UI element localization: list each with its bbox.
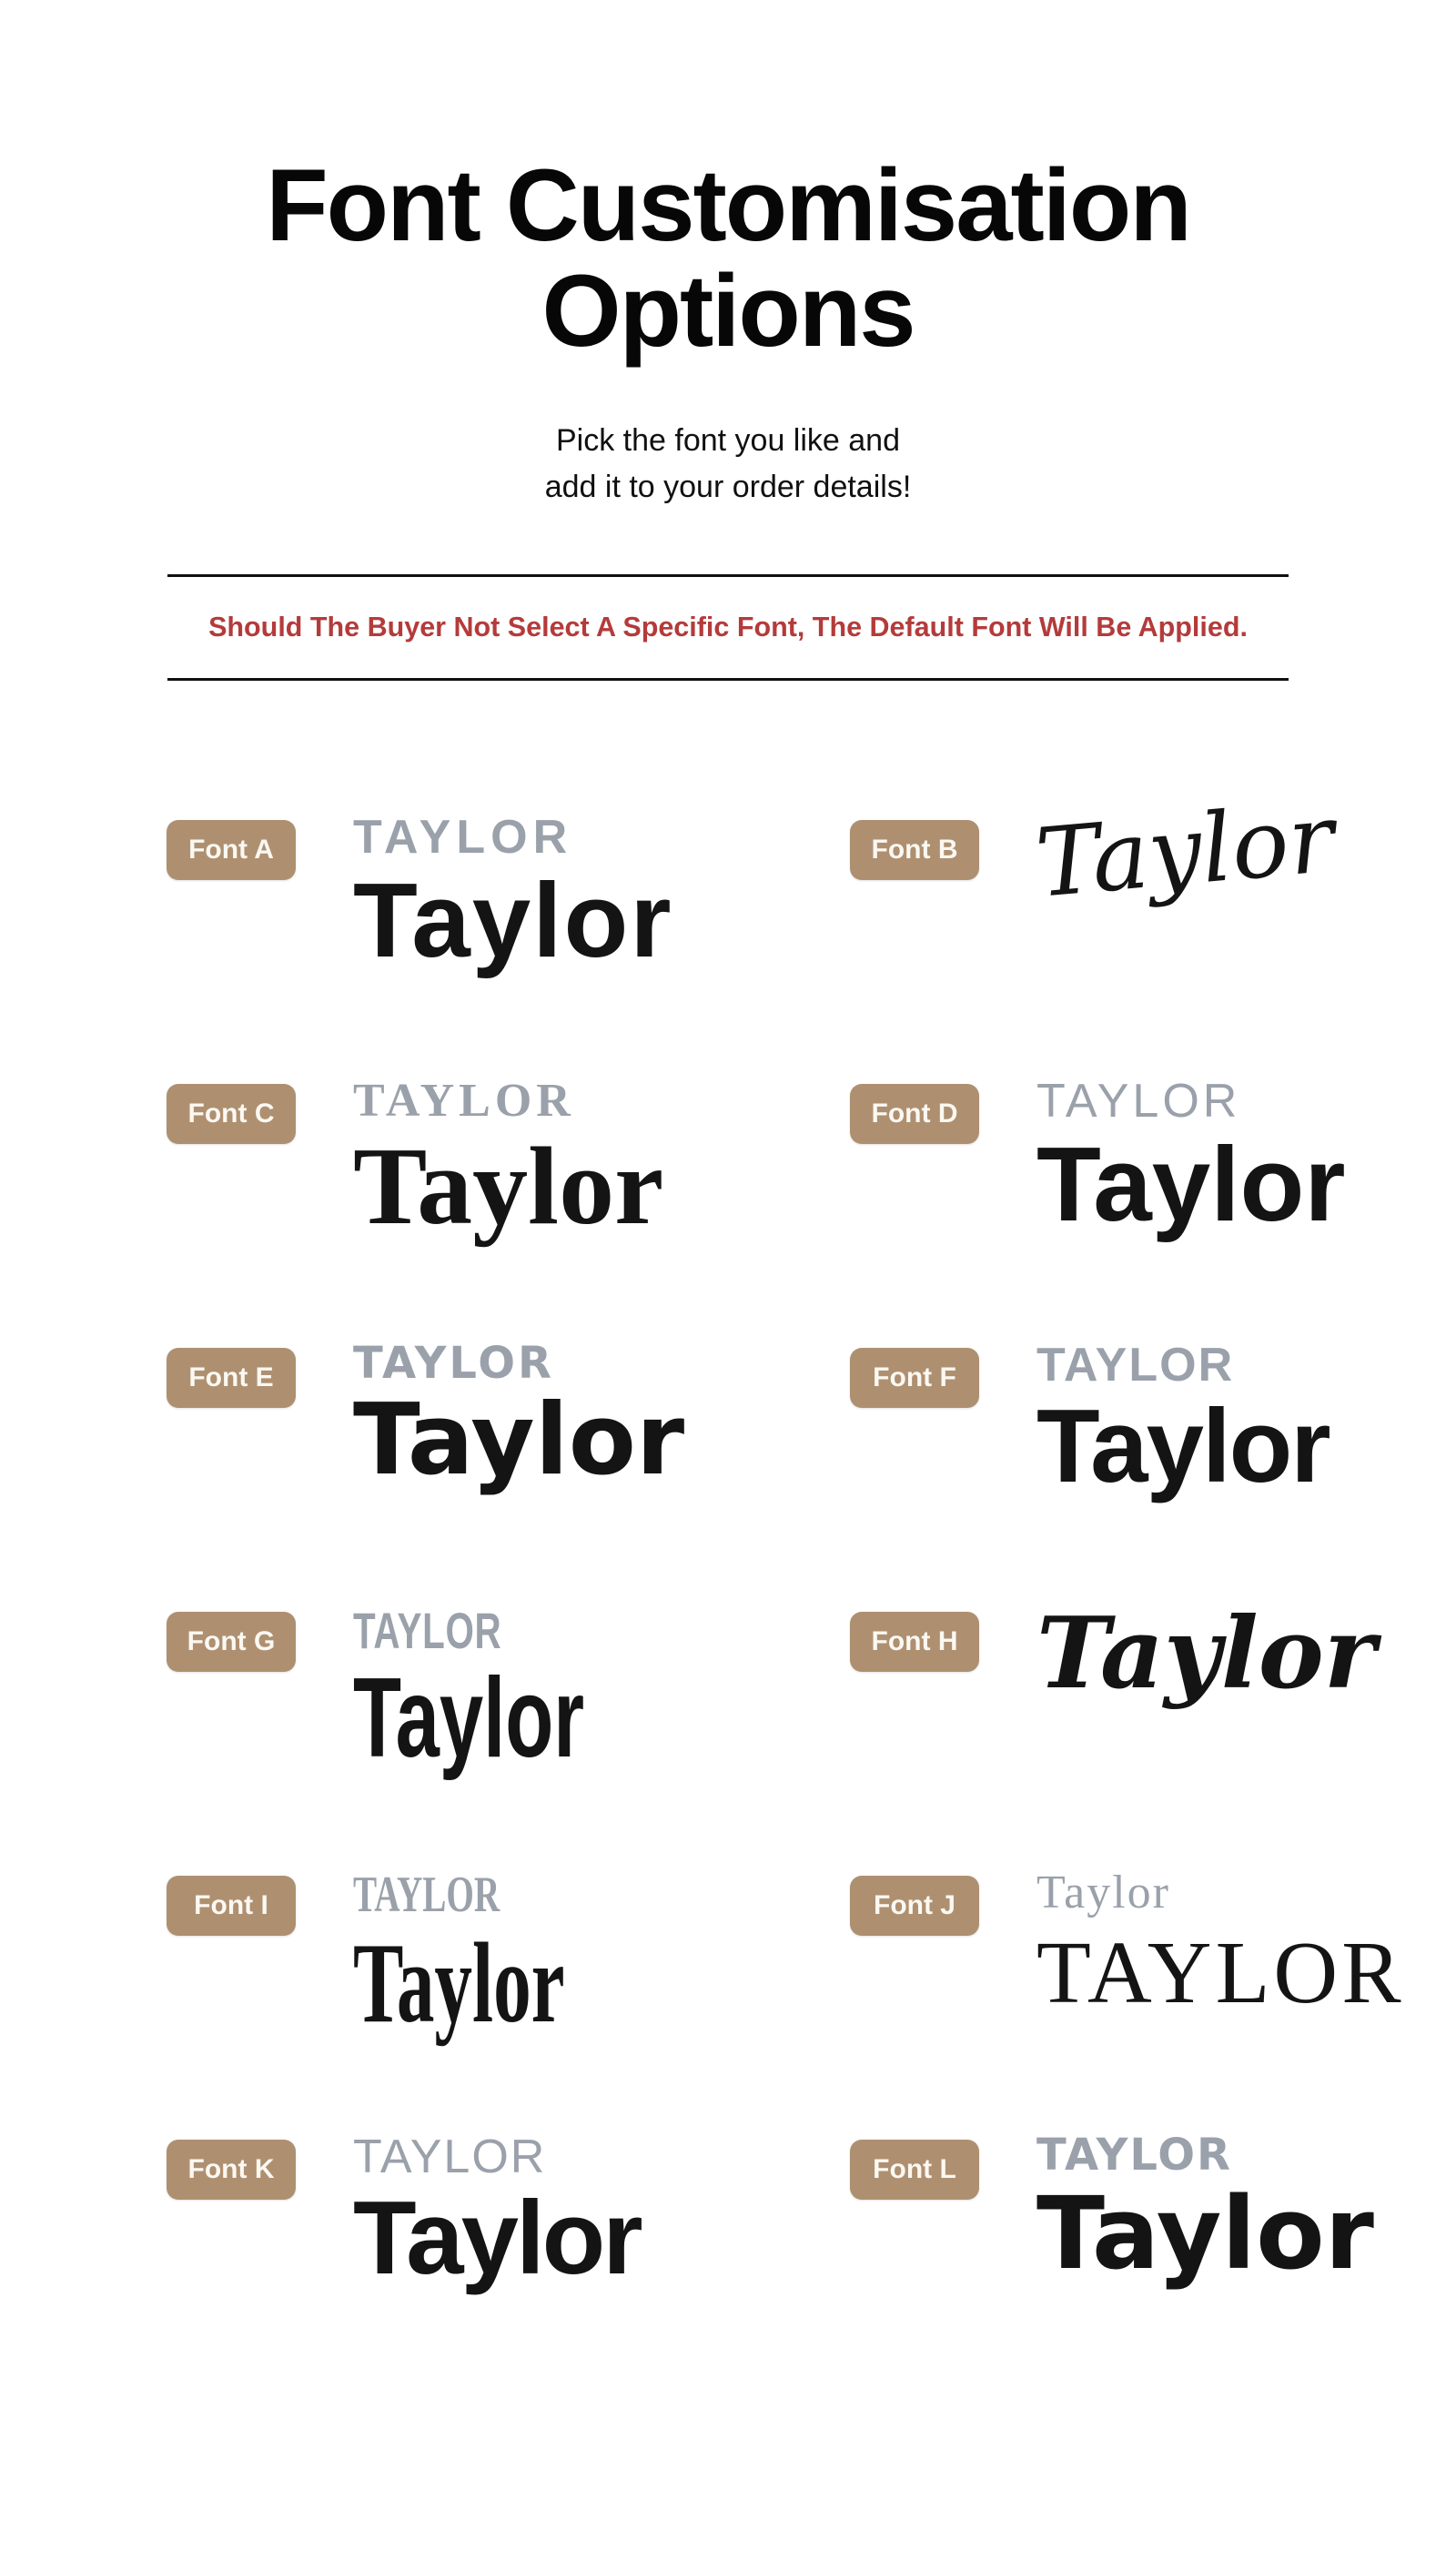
font-badge — [167, 1876, 296, 1936]
font-specimen — [353, 1325, 685, 1497]
specimen-name: Taylor — [353, 1919, 565, 2047]
font-badge — [167, 1612, 296, 1672]
page-title — [0, 148, 1456, 369]
font-specimen — [353, 1853, 673, 2047]
specimen-uppercase: TAYLOR — [1036, 2129, 1232, 2181]
font-badge-label: Font H — [871, 1625, 958, 1656]
specimen-name: Taylor — [1036, 1595, 1376, 1711]
specimen-uppercase: TAYLOR — [1036, 1338, 1235, 1392]
font-badge — [850, 1348, 979, 1408]
font-badge-label: Font A — [188, 834, 274, 865]
font-badge-label: Font B — [871, 834, 958, 865]
font-specimen — [1036, 1061, 1346, 1243]
page-subtitle-line2: add it to your order details! — [544, 469, 912, 504]
specimen-name: Taylor — [353, 860, 673, 979]
specimen-name: Taylor — [353, 1655, 585, 1781]
font-option — [167, 1325, 850, 1589]
font-badge — [167, 1084, 296, 1144]
font-badge — [850, 1084, 979, 1144]
font-badge — [167, 820, 296, 880]
page-subtitle — [0, 418, 1456, 511]
font-option — [167, 797, 850, 1061]
font-option — [850, 782, 1339, 1061]
font-option — [167, 1853, 850, 2117]
divider-bottom — [167, 678, 1289, 681]
specimen-uppercase: TAYLOR — [353, 1601, 502, 1659]
font-specimen — [1036, 1325, 1330, 1504]
font-option — [850, 1325, 1331, 1589]
specimen-name: Taylor — [353, 2180, 641, 2296]
specimen-uppercase: TAYLOR — [353, 1074, 575, 1127]
font-badge — [850, 2140, 979, 2200]
page-subtitle-line1: Pick the font you like and — [555, 422, 900, 458]
font-option — [850, 1853, 1405, 2117]
page-title-line1: Font Customisation — [266, 148, 1190, 262]
font-specimen — [1031, 782, 1339, 919]
font-badge-label: Font D — [871, 1098, 958, 1129]
specimen-uppercase: TAYLOR — [1036, 1074, 1241, 1128]
specimen-name: Taylor — [1036, 2174, 1374, 2292]
specimen-uppercase: TAYLOR — [353, 1866, 500, 1923]
font-specimen — [1036, 1589, 1376, 1711]
font-badge-label: Font L — [873, 2153, 956, 2184]
font-badge-label: Font K — [187, 2153, 275, 2184]
font-badge — [850, 1612, 979, 1672]
font-option — [850, 1061, 1346, 1325]
specimen-name: Taylor — [1036, 1124, 1346, 1243]
specimen-uppercase: TAYLOR — [353, 2130, 547, 2183]
font-options-grid — [167, 782, 1405, 2381]
font-specimen — [353, 1061, 664, 1248]
font-badge-label: Font E — [188, 1361, 274, 1392]
font-option — [167, 2117, 850, 2381]
font-badge-label: Font J — [874, 1889, 956, 1920]
specimen-name: Taylor — [1031, 782, 1339, 919]
font-specimen — [353, 2117, 641, 2296]
divider-top — [167, 574, 1289, 577]
specimen-uppercase: TAYLOR — [353, 810, 573, 864]
specimen-uppercase: Taylor — [1036, 1866, 1170, 1918]
font-specimen — [1036, 2117, 1374, 2292]
specimen-name: Taylor — [353, 1124, 664, 1248]
specimen-name: TAYLOR — [1036, 1923, 1405, 2022]
font-badge — [850, 1876, 979, 1936]
specimen-uppercase: TAYLOR — [353, 1337, 554, 1389]
font-specimen — [1036, 1853, 1405, 2022]
font-option — [167, 1589, 850, 1853]
font-badge-label: Font G — [187, 1625, 276, 1656]
specimen-name: Taylor — [353, 1382, 685, 1497]
page-title-line2: Options — [541, 254, 915, 369]
font-badge — [167, 1348, 296, 1408]
font-option — [850, 2117, 1374, 2381]
default-font-notice: Should The Buyer Not Select A Specific Font, The Default Font Will Be Applied. — [208, 611, 1248, 643]
font-badge-label: Font F — [873, 1361, 956, 1392]
font-badge-label: Font C — [187, 1098, 275, 1129]
font-specimen — [353, 797, 673, 979]
font-badge — [167, 2140, 296, 2200]
font-badge-label: Font I — [194, 1889, 268, 1920]
font-option — [167, 1061, 850, 1325]
font-specimen — [353, 1589, 683, 1781]
specimen-name: Taylor — [1036, 1388, 1330, 1504]
font-badge — [850, 820, 979, 880]
font-option — [850, 1589, 1376, 1853]
